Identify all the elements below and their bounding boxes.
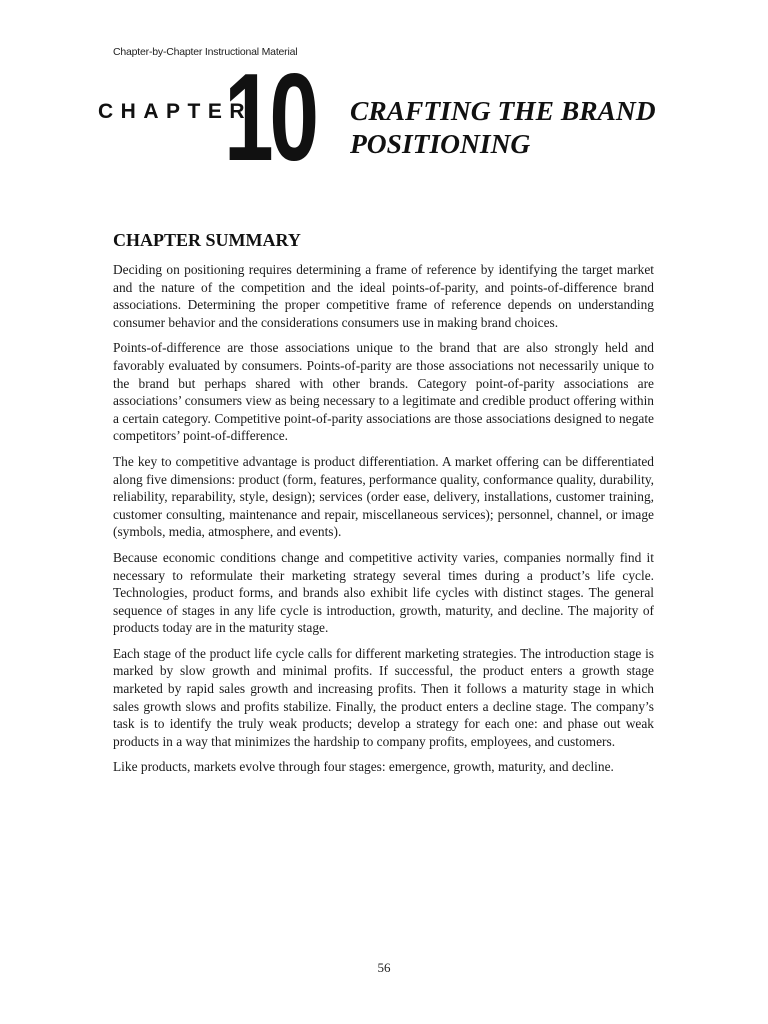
summary-paragraph: The key to competitive advantage is product differentiation. A market offering can be differentiated along five dimensions: product (form, features, performance quality, conformance quality, durability, reliability, reparability, style, design); services (order ease, delivery, installations, customer training, customer consulting, maintenance and repair, miscellaneous services); personnel, channel, or image (symbols, media, atmosphere, and events).	[113, 453, 654, 540]
chapter-title: CRAFTING THE BRAND POSITIONING	[350, 95, 656, 159]
summary-paragraph: Because economic conditions change and competitive activity varies, companies normally find it necessary to reformulate their marketing strategy several times during a product’s life cycle. Technologies, product forms, and brands also exhibit life cycles with distinct stages. The general sequence of stages in any life cycle is introduction, growth, maturity, and decline. The majority of products today are in the maturity stage.	[113, 549, 654, 636]
chapter-label: CHAPTER	[98, 100, 253, 123]
summary-paragraph: Each stage of the product life cycle calls for different marketing strategies. The introduction stage is marked by slow growth and minimal profits. If successful, the product enters a growth stage marketed by rapid sales growth and increasing profits. Then it follows a maturity stage in which sales growth slows and profits stabilize. Finally, the product enters a decline stage. The company’s task is to identify the truly weak products; develop a strategy for each one: and phase out weak products in a way that minimizes the hardship to company profits, employees, and customers.	[113, 645, 654, 749]
chapter-summary-body	[113, 261, 654, 784]
running-head: Chapter-by-Chapter Instructional Material	[113, 46, 298, 58]
chapter-number: 10	[224, 49, 315, 187]
section-heading: CHAPTER SUMMARY	[113, 230, 301, 250]
summary-paragraph: Deciding on positioning requires determining a frame of reference by identifying the target market and the nature of the competition and the ideal points-of-parity, and points-of-difference brand associations. Determining the proper competitive frame of reference depends on understanding consumer behavior and the considerations consumers use in making brand choices.	[113, 262, 654, 330]
summary-paragraph: Points-of-difference are those associations unique to the brand that are also strongly held and favorably evaluated by consumers. Points-of-parity are those associations not necessarily unique to the brand but perhaps shared with other brands. Category point-of-parity associations are associations’ consumers view as being necessary to a legitimate and credible product offering within a certain category. Competitive point-of-parity associations are those associations designed to negate competitors’ point-of-difference.	[113, 340, 654, 444]
page-number: 56	[377, 960, 391, 975]
summary-paragraph: Like products, markets evolve through four stages: emergence, growth, maturity, and decline.	[113, 759, 614, 775]
